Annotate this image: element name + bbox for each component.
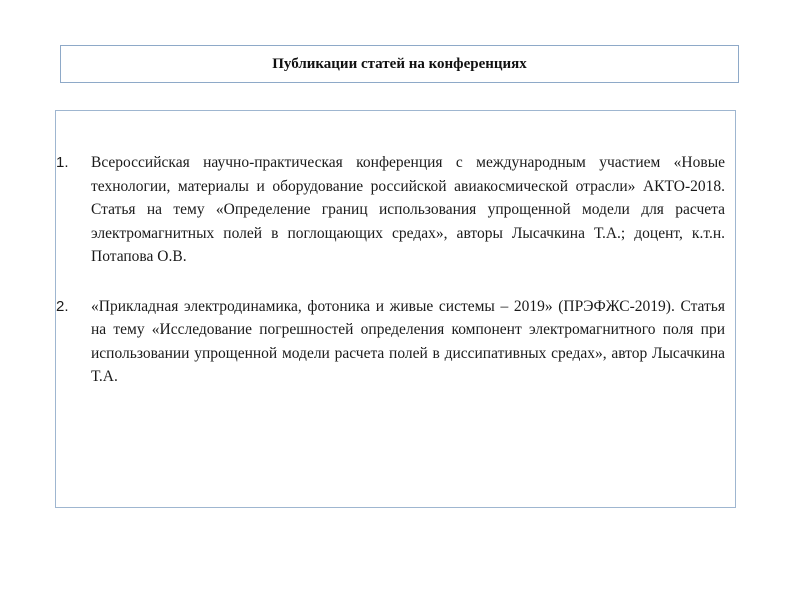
publication-item-1 — [56, 151, 737, 269]
content-box — [55, 110, 736, 508]
publication-text: Всероссийская научно-практическая конференция с международным участием «Новые технологии, материалы и оборудование российской авиакосмической отрасли» АКТО-2018. Статья на тему «Определение границ использования упрощенной модели для расчета электромагнитных полей в поглощающих средах», авторы Лысачкина Т.А.; доцент, к.т.н. Потапова О.В. — [91, 154, 725, 265]
publication-item-2 — [56, 295, 737, 389]
title-box — [60, 45, 739, 83]
publication-number: 1. — [56, 154, 69, 171]
page-title: Публикации статей на конференциях — [272, 55, 527, 72]
publication-list — [56, 151, 737, 415]
publication-number: 2. — [56, 297, 69, 315]
publication-text: «Прикладная электродинамика, фотоника и живые системы – 2019» (ПРЭФЖС-2019). Статья на тему «Исследование погрешностей определения компонент электромагнитного поля при использовании упрощенной модели расчета полей в диссипативных средах», автор Лысачкина Т.А. — [91, 297, 725, 385]
